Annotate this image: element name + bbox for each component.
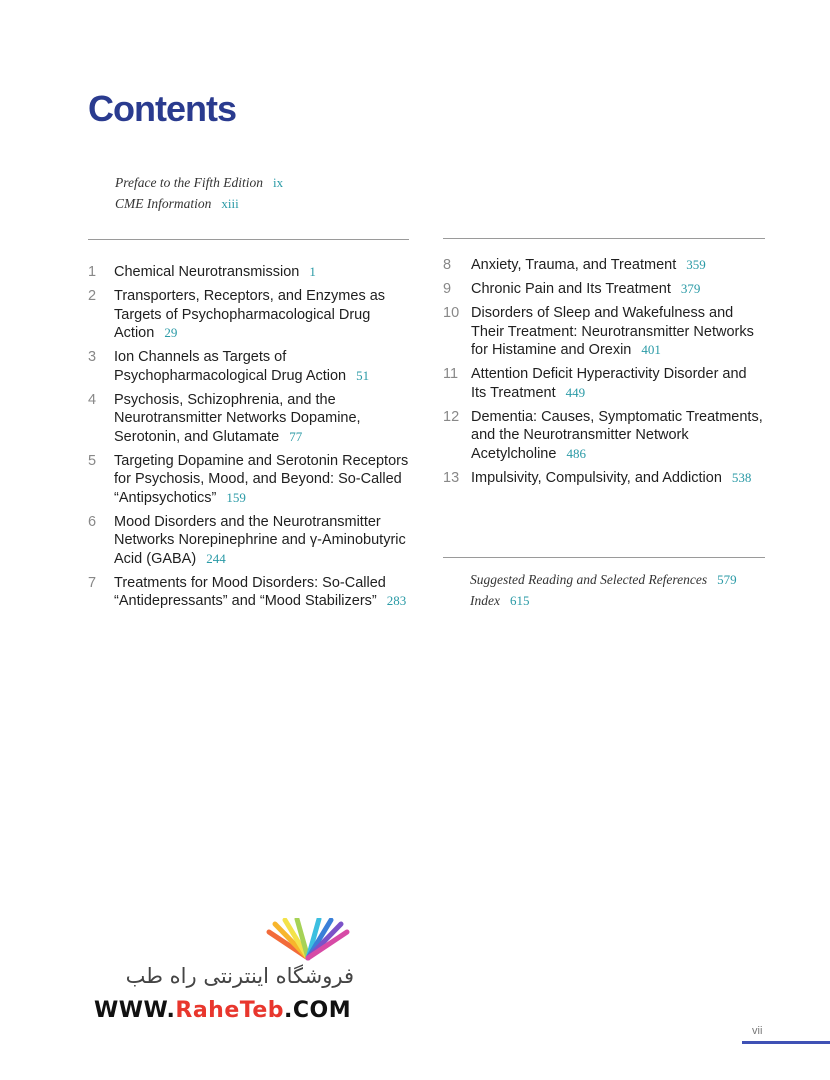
- chapter-number: 2: [88, 288, 97, 304]
- page-reference[interactable]: 77: [289, 428, 303, 444]
- page-number-bar: [742, 1041, 830, 1044]
- raheteb-watermark: [88, 918, 358, 1033]
- divider: [443, 238, 765, 239]
- front-matter-item[interactable]: [115, 172, 283, 193]
- chapter-entry[interactable]: [443, 408, 765, 464]
- chapter-number: 4: [88, 391, 97, 408]
- chapter-entry[interactable]: [88, 513, 409, 569]
- chapter-number: 13: [443, 469, 460, 486]
- back-matter-list: [470, 569, 737, 611]
- chapter-number: 11: [443, 366, 459, 382]
- chapter-entry[interactable]: [88, 287, 409, 343]
- url-prefix: WWW.: [94, 998, 176, 1023]
- back-matter-item[interactable]: [470, 590, 737, 611]
- page-reference[interactable]: 29: [164, 325, 178, 340]
- page-reference[interactable]: 449: [565, 384, 586, 400]
- page-reference[interactable]: 379: [680, 281, 701, 296]
- page-reference[interactable]: 579: [717, 572, 737, 587]
- open-book-logo-icon: [263, 918, 353, 962]
- page-reference[interactable]: ix: [272, 175, 284, 190]
- url-brand: RaheTeb: [175, 998, 284, 1023]
- chapter-entry[interactable]: [88, 452, 409, 508]
- chapter-title: Transporters, Receptors, and Enzymes as Targets of Psychopharmacological Drug Action: [114, 288, 386, 341]
- page-reference[interactable]: 159: [226, 489, 246, 505]
- chapter-entry[interactable]: [88, 263, 409, 282]
- front-matter-list: [115, 172, 283, 214]
- url-suffix: .COM: [284, 998, 352, 1023]
- page-reference[interactable]: 283: [386, 593, 407, 608]
- page-reference[interactable]: 51: [356, 367, 370, 383]
- chapter-entry[interactable]: [88, 391, 409, 447]
- watermark-url: [94, 998, 351, 1023]
- chapter-title: Targeting Dopamine and Serotonin Receptors for Psychosis, Mood, and Beyond: So-Called “Antipsychotics”: [114, 452, 409, 506]
- page-number: vii: [752, 1025, 763, 1037]
- chapter-title: Anxiety, Trauma, and Treatment: [471, 257, 677, 273]
- page-reference[interactable]: 1: [309, 264, 316, 279]
- chapter-number: 3: [88, 349, 97, 365]
- chapter-title: Impulsivity, Compulsivity, and Addiction: [471, 469, 722, 486]
- chapter-entry[interactable]: [88, 574, 409, 611]
- back-matter-label: Index: [470, 593, 500, 608]
- chapter-entry[interactable]: [443, 256, 765, 275]
- chapter-number: 1: [88, 264, 97, 280]
- divider: [88, 239, 409, 240]
- chapter-entry[interactable]: [443, 280, 765, 299]
- page-reference[interactable]: 244: [206, 550, 226, 566]
- page-reference[interactable]: 401: [641, 342, 661, 357]
- chapter-entry[interactable]: [88, 348, 409, 385]
- chapter-number: 12: [443, 408, 460, 425]
- page-title: Contents: [88, 88, 236, 129]
- chapter-number: 9: [443, 281, 452, 297]
- chapter-number: 6: [88, 513, 97, 530]
- page-reference[interactable]: 486: [566, 445, 586, 461]
- chapter-entry[interactable]: [443, 304, 765, 360]
- back-matter-item[interactable]: [470, 569, 737, 590]
- chapter-list-left: [88, 239, 409, 616]
- chapter-title: Treatments for Mood Disorders: So-Called “Antidepressants” and “Mood Stabilizers”: [114, 574, 386, 609]
- watermark-persian-text: فروشگاه اینترنتی راه طب: [125, 964, 354, 988]
- chapter-title: Disorders of Sleep and Wakefulness and Their Treatment: Neurotransmitter Networks for Histamine and Orexin: [471, 305, 754, 358]
- front-matter-label: Preface to the Fifth Edition: [115, 175, 263, 190]
- front-matter-item[interactable]: [115, 193, 283, 214]
- page-reference[interactable]: 359: [686, 257, 706, 272]
- chapter-title: Chemical Neurotransmission: [114, 264, 300, 280]
- back-matter-label: Suggested Reading and Selected References: [470, 572, 708, 587]
- chapter-title: Mood Disorders and the Neurotransmitter Networks Norepinephrine and γ-Aminobutyric Acid (GABA): [114, 513, 406, 567]
- chapter-number: 5: [88, 452, 97, 469]
- page-reference[interactable]: 538: [731, 469, 752, 485]
- chapter-number: 7: [88, 574, 97, 591]
- page-reference[interactable]: xiii: [221, 196, 239, 211]
- chapter-title: Ion Channels as Targets of Psychopharmacological Drug Action: [114, 349, 347, 384]
- chapter-title: Dementia: Causes, Symptomatic Treatments, and the Neurotransmitter Network Acetylcholine: [471, 408, 763, 462]
- divider: [443, 557, 765, 558]
- chapter-number: 8: [443, 257, 452, 273]
- chapter-list-right: [443, 238, 765, 493]
- chapter-title: Chronic Pain and Its Treatment: [471, 281, 671, 297]
- chapter-title: Attention Deficit Hyperactivity Disorder and Its Treatment: [471, 366, 747, 401]
- chapter-title: Psychosis, Schizophrenia, and the Neurotransmitter Networks Dopamine, Serotonin, and Glutamate: [114, 391, 361, 445]
- page-reference[interactable]: 615: [509, 593, 530, 608]
- chapter-entry[interactable]: [443, 469, 765, 488]
- front-matter-label: CME Information: [115, 196, 212, 211]
- chapter-number: 10: [443, 305, 460, 321]
- chapter-entry[interactable]: [443, 365, 765, 402]
